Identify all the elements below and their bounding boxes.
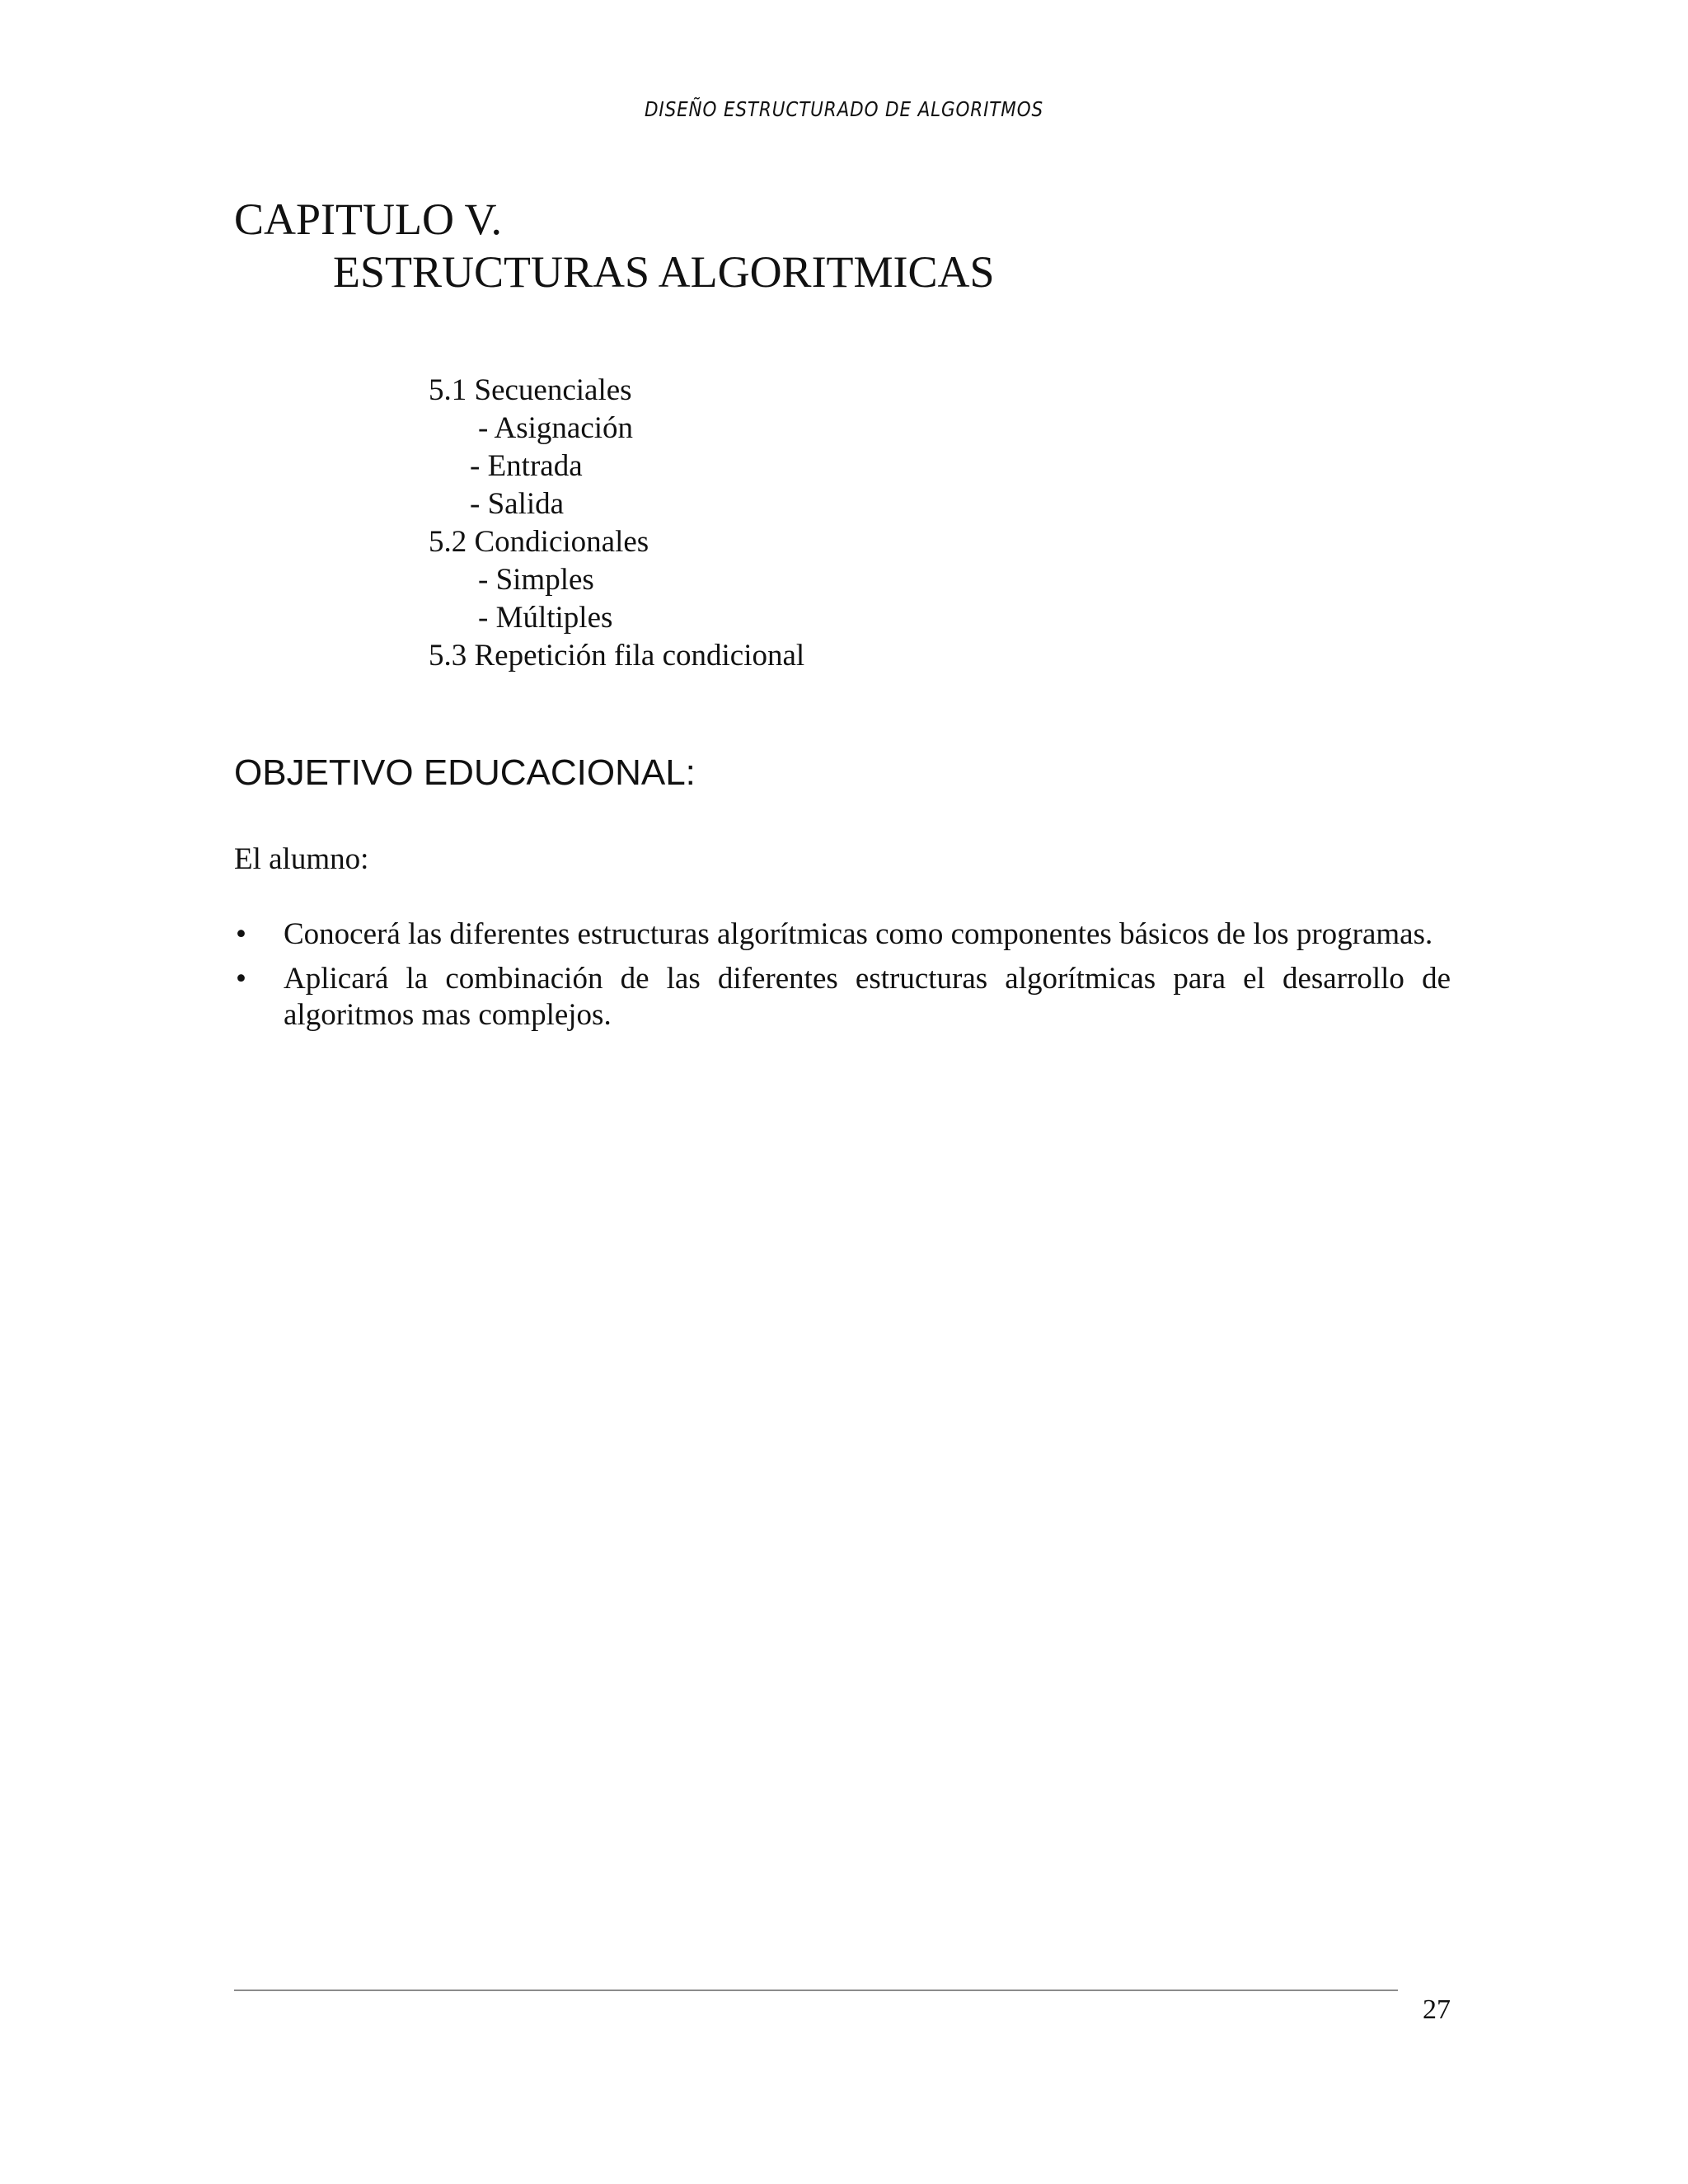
chapter-number: CAPITULO V.: [234, 194, 503, 244]
bullet-icon: •: [236, 917, 246, 951]
list-item: [234, 916, 1451, 953]
objective-item-text: Conocerá las diferentes estructuras algorítmicas como componentes básicos de los programas.: [284, 917, 1433, 951]
running-header: DISEÑO ESTRUCTURADO DE ALGORITMOS: [644, 97, 1044, 121]
toc-subitem-asignacion: - Asignación: [478, 411, 634, 445]
page-number: 27: [1423, 1994, 1451, 2025]
toc-subitem-multiples: - Múltiples: [478, 601, 613, 635]
objective-heading: OBJETIVO EDUCACIONAL:: [234, 752, 696, 793]
toc-section-5-3: 5.3 Repetición fila condicional: [429, 639, 805, 673]
toc-subitem-salida: - Salida: [470, 487, 565, 521]
objective-intro: El alumno:: [234, 842, 369, 876]
toc-section-5-2: 5.2 Condicionales: [429, 525, 649, 559]
list-item: [234, 961, 1451, 1033]
toc-subitem-entrada: - Entrada: [470, 449, 583, 483]
chapter-title: ESTRUCTURAS ALGORITMICAS: [333, 247, 995, 297]
footer-divider: [234, 1990, 1398, 1991]
bullet-icon: •: [236, 962, 246, 996]
toc-subitem-simples: - Simples: [478, 563, 594, 597]
toc-section-5-1: 5.1 Secuenciales: [429, 373, 632, 407]
objective-item-text: Aplicará la combinación de las diferentes estructuras algorítmicas para el desarrollo de algoritmos mas complejos.: [284, 962, 1451, 1032]
objective-list: [234, 916, 1451, 1042]
